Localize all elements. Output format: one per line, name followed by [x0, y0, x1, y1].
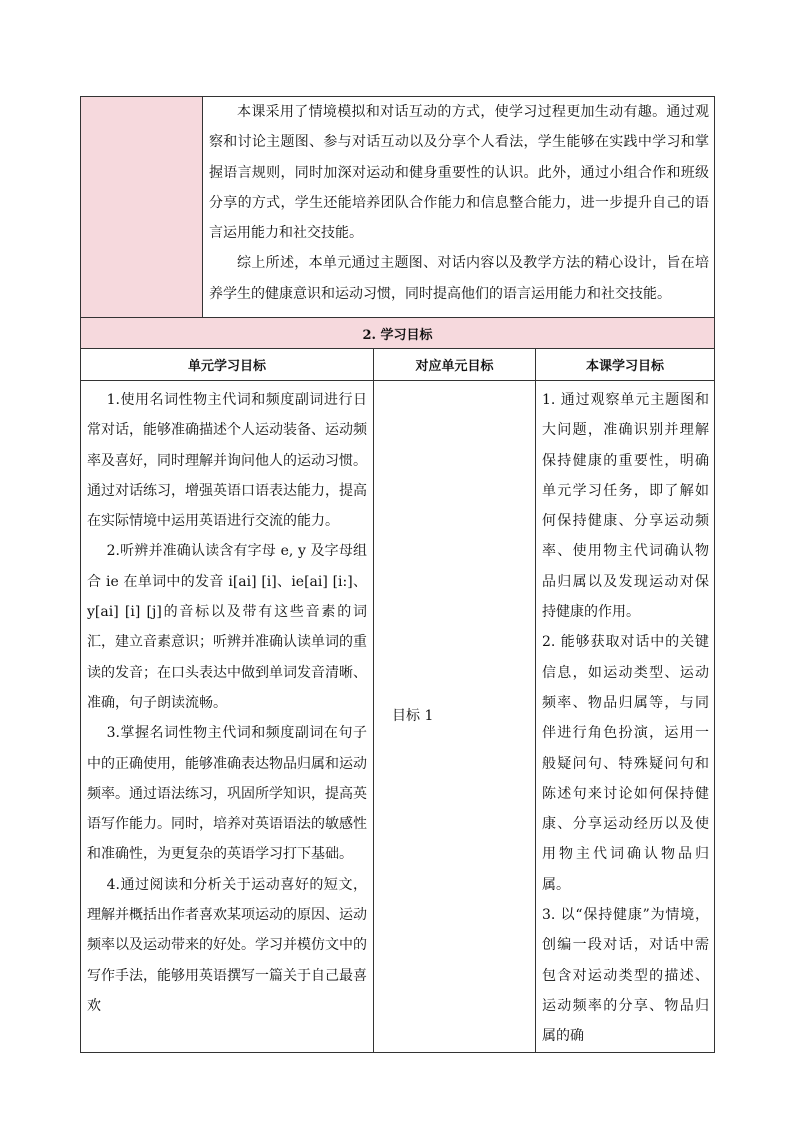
column-header-unit-goal: 单元学习目标	[81, 349, 374, 381]
summary-paragraph-1: 本课采用了情境模拟和对话互动的方式，使学习过程更加生动有趣。通过观察和讨论主题图、参与对话互动以及分享个人看法，学生能够在实践中学习和掌握语言规则，同时加深对运动和健身重要性的认识。此外，通过小组合作和班级分享的方式，学生还能培养团队合作能力和信息整合能力，进一步提升自己的语言运用能力和社交技能。	[209, 104, 710, 242]
column-header-row	[81, 349, 715, 381]
column-header-lesson-goal: 本课学习目标	[536, 349, 715, 381]
summary-row	[81, 97, 715, 318]
matching-goal-value: 目标 1	[392, 708, 434, 725]
unit-goal-item: 4.通过阅读和分析关于运动喜好的短文，理解并概括出作者喜欢某项运动的原因、运动频率以及运动带来的好处。学习并模仿文中的写作手法，能够用英语撰写一篇关于自己最喜欢	[87, 876, 367, 1014]
unit-goal-item: 2.听辨并准确认读含有字母 e, y 及字母组合 ie 在单词中的发音 i[ai] [i]、ie[ai] [i:]、y[ai] [i] [j]的音标以及带有这些音素的词汇，建立音素意识；听辨并准确认读单词的重读的发音；在口头表达中做到单词发音清晰、准确，句子朗读流畅。	[87, 543, 367, 711]
lesson-plan-table	[80, 96, 715, 1053]
unit-goal-item: 3.掌握名词性物主代词和频度副词在句子中的正确使用，能够准确表达物品归属和运动频率。通过语法练习，巩固所学知识，提高英语写作能力。同时，培养对英语语法的敏感性和准确性，为更复杂的英语学习打下基础。	[87, 725, 367, 863]
summary-paragraph-2: 综上所述，本单元通过主题图、对话内容以及教学方法的精心设计，旨在培养学生的健康意识和运动习惯，同时提高他们的语言运用能力和社交技能。	[209, 255, 710, 302]
lesson-goal-item: 3. 以“保持健康”为情境，创编一段对话，对话中需包含对运动类型的描述、运动频率的分享、物品归属的确	[542, 907, 710, 1045]
section-header-row	[81, 318, 715, 349]
column-header-matching-goal: 对应单元目标	[374, 349, 536, 381]
summary-cell	[203, 97, 715, 318]
lesson-goals-cell	[536, 381, 715, 1053]
unit-goals-cell	[81, 381, 374, 1053]
lesson-goal-item: 2. 能够获取对话中的关键信息，如运动类型、运动频率、物品归属等，与同伴进行角色扮演，运用一般疑问句、特殊疑问句和陈述句来讨论如何保持健康、分享运动经历以及使用物主代词确认物品归属。	[542, 634, 710, 893]
section-title: 2. 学习目标	[81, 318, 715, 349]
unit-goal-item: 1.使用名词性物主代词和频度副词进行日常对话，能够准确描述个人运动装备、运动频率及喜好，同时理解并询问他人的运动习惯。通过对话练习，增强英语口语表达能力，提高在实际情境中运用英语进行交流的能力。	[87, 392, 367, 530]
matching-goal-cell	[374, 381, 536, 1053]
summary-label-cell	[81, 97, 203, 318]
goals-row	[81, 381, 715, 1053]
lesson-goal-item: 1. 通过观察单元主题图和大问题，准确识别并理解保持健康的重要性，明确单元学习任务，即了解如何保持健康、分享运动频率、使用物主代词确认物品归属以及发现运动对保持健康的作用。	[542, 392, 710, 621]
